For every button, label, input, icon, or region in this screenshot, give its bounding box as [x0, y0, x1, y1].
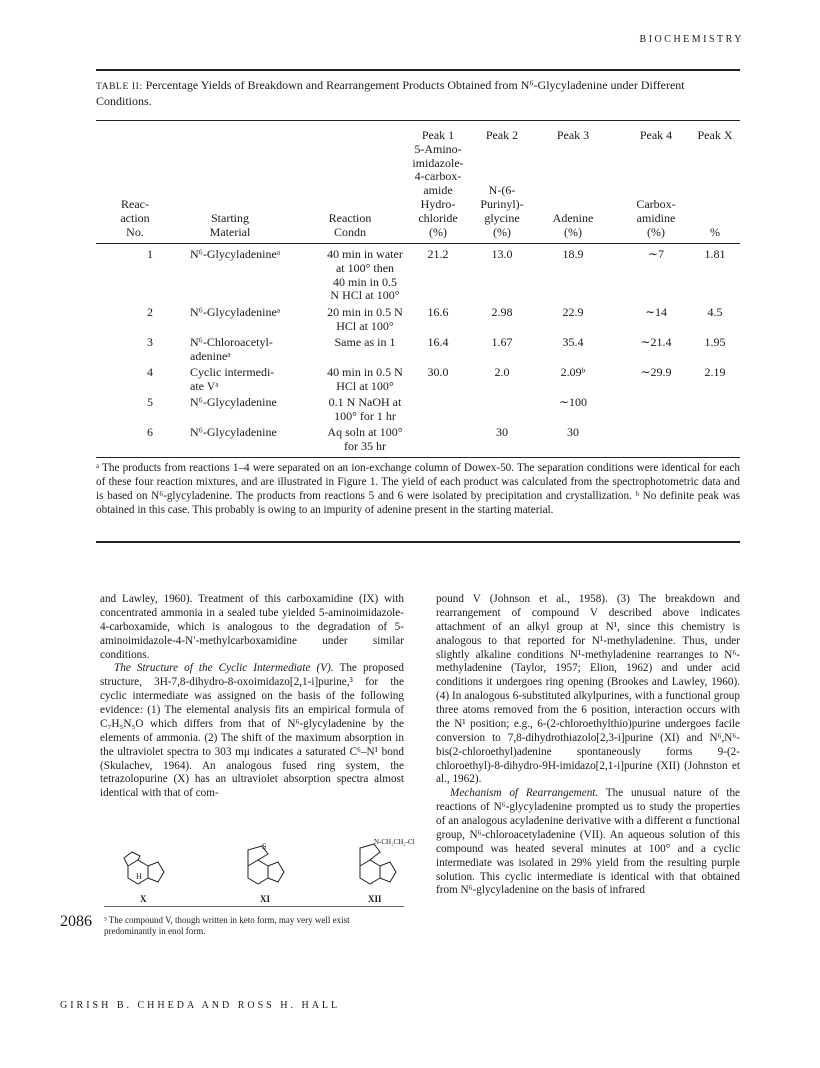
row-material: N⁶-Glycyladenine — [190, 425, 277, 439]
row-peak1: 16.4 — [427, 335, 449, 349]
row-peakx: 4.5 — [707, 305, 723, 319]
right-column — [436, 593, 740, 898]
row-peak4: ∼29.9 — [640, 365, 672, 379]
row-peak2: 2.98 — [491, 305, 513, 319]
header-bottom-rule — [96, 243, 740, 244]
header-peak2: Peak 2 N-(6- Purinyl)- glycine (%) — [480, 128, 524, 239]
page-number: 2086 — [60, 913, 92, 930]
chemical-structures — [112, 838, 415, 908]
row-no: 1 — [147, 247, 153, 261]
authors-footer: GIRISH B. CHHEDA AND ROSS H. HALL — [60, 1000, 341, 1011]
row-peakx: 1.95 — [704, 335, 726, 349]
table-caption-label: TABLE II: — [96, 82, 143, 92]
row-material: N⁶-Glycyladenine — [190, 395, 277, 409]
running-head: BIOCHEMISTRY — [639, 34, 744, 45]
header-reaction-no: Reac- action No. — [120, 197, 150, 239]
left-column — [100, 593, 404, 801]
row-no: 6 — [147, 425, 153, 439]
row-condn: Same as in 1 — [334, 335, 396, 349]
row-peak1: 30.0 — [427, 365, 449, 379]
row-no: 4 — [147, 365, 153, 379]
table-caption-text: Percentage Yields of Breakdown and Rearrangement Products Obtained from N⁶-Glycyladenine under Different Conditions. — [96, 78, 685, 108]
left-paragraph-1: and Lawley, 1960). Treatment of this carboxamidine (IX) with concentrated ammonia in a sealed tube yielded 5-aminoimidazole-4-carboxamide, which is analogous to the degradation of 5-aminoimidazole-4-N′-methylcarboxamidine under similar conditions. — [100, 593, 404, 661]
structure-x-label: X — [140, 894, 147, 904]
row-condn: 40 min in 0.5 N HCl at 100° — [327, 365, 403, 393]
header-starting-material: Starting Material — [209, 211, 251, 239]
structure-xi-ring — [248, 860, 268, 884]
left-paragraph-2-text: The proposed structure, 3H-7,8-dihydro-8-oxoimidazo[2,1-i]purine,³ for the cyclic intermediate was assigned on the basis of the following evidence: (1) The elemental analysis fits an empirical formula of C₇H₅N₅O which differs from that of N⁶-glycyladenine by the elements of ammonia. (2) The shift of the maximum absorption in the ultraviolet spectra to 303 mμ indicates a saturated C⁶–N¹ bond (Skulachev, 1964). An analogous fused ring system, the tetrazolopurine (X) has an ultraviolet absorption spectra almost identical with that of com- — [100, 662, 404, 800]
row-material: N⁶-Chloroacetyl- adenineᵃ — [190, 335, 273, 363]
row-peak3: ∼100 — [558, 395, 588, 409]
right-paragraph-1: pound V (Johnson et al., 1958). (3) The breakdown and rearrangement of compound V described above indicates attachment of an alkyl group at N¹, since this chemistry is analogous to that reported for N¹-methyladenine. Thus, under slightly alkaline conditions N¹-methyladenine rearranges to N⁶-methyladenine (Taylor, 1957; Elion, 1962) and under acid conditions it undergoes ring opening (Brookes and Lawley, 1960). (4) In analogous 6-substituted alkylpurines, with a functional group three atoms removed from the 6 position, interaction occurs with the N¹ position; e.g., 6-(2-chloroethylthio)purine undergoes facile conversion to 7,8-dihydrothiazolo[2,3-i]purine (XI) and N⁶,N⁶-bis(2-chloroethyl)adenine spontaneously forms 9-(2-chloroethyl)-8-dihydro-9H-imidazo[2,1-i]purine (XII) (Johnston et al., 1962). — [436, 593, 740, 786]
header-peakx: Peak X % — [697, 128, 733, 239]
table-top-rule — [96, 69, 740, 71]
row-peak2: 13.0 — [491, 247, 513, 261]
structure-xi-label: XI — [260, 894, 271, 904]
row-no: 2 — [147, 305, 153, 319]
structure-xii-ring — [360, 860, 380, 884]
row-peak3: 2.09ᵇ — [560, 365, 586, 379]
footnote-bottom-rule — [96, 541, 740, 543]
right-paragraph-2 — [436, 787, 740, 898]
row-peak3: 30 — [567, 425, 579, 439]
row-no: 5 — [147, 395, 153, 409]
row-peak2: 30 — [496, 425, 508, 439]
row-material: N⁶-Glycyladenineᵃ — [190, 247, 281, 261]
row-peak3: 22.9 — [562, 305, 584, 319]
row-peak2: 1.67 — [491, 335, 513, 349]
header-peak4: Peak 4 Carbox- amidine (%) — [636, 128, 676, 239]
header-top-rule — [96, 120, 740, 121]
row-condn: 0.1 N NaOH at 100° for 1 hr — [328, 395, 402, 423]
row-peak1: 21.2 — [427, 247, 449, 261]
header-peak3: Peak 3 Adenine (%) — [552, 128, 594, 239]
right-section-title: Mechanism of Rearrangement. — [450, 787, 599, 800]
structure-xii-substituent: N-CH₂CH₂-Cl — [374, 838, 415, 846]
left-section-title: The Structure of the Cyclic Intermediate (V). — [114, 662, 334, 675]
table-bottom-rule — [96, 457, 740, 458]
row-condn: Aq soln at 100° for 35 hr — [327, 425, 403, 453]
left-paragraph-2 — [100, 662, 404, 801]
row-peakx: 1.81 — [704, 247, 726, 261]
row-peak2: 2.0 — [494, 365, 510, 379]
row-peak3: 18.9 — [562, 247, 584, 261]
header-reaction-condn: Reaction Condn — [328, 211, 372, 239]
table-caption — [96, 78, 740, 108]
row-condn: 20 min in 0.5 N HCl at 100° — [327, 305, 403, 333]
table-footnote: ᵃ The products from reactions 1–4 were separated on an ion-exchange column of Dowex-50. The separation conditions were identical for each of these four reaction mixtures, and are illustrated in Figure 1. The yield of each product was calculated from the spectrophotometric data and is based on N⁶-glycyladenine. The products from reactions 5 and 6 were isolated by precipitation and crystallization. ᵇ No definite peak was obtained in this case. This probably is owing to an impurity of adenine present in the starting material. — [96, 462, 740, 516]
row-peak3: 35.4 — [562, 335, 584, 349]
row-material: N⁶-Glycyladenineᵃ — [190, 305, 281, 319]
page-footnote: ³ The compound V, though written in keto form, may very well exist predominantly in enol form. — [104, 915, 350, 936]
footnote-separator — [104, 906, 404, 907]
row-peakx: 2.19 — [704, 365, 726, 379]
structure-xi-atom: S — [262, 842, 267, 851]
header-peak1: Peak 1 5-Amino- imidazole- 4-carbox- amide Hydro- chloride (%) — [412, 128, 464, 239]
structure-x-h: H — [136, 872, 142, 881]
row-material: Cyclic intermedi- ate Vᵃ — [190, 365, 275, 393]
row-peak1: 16.6 — [427, 305, 449, 319]
row-peak4: ∼14 — [644, 305, 668, 319]
structure-xii-label: XII — [368, 894, 382, 904]
row-peak4: ∼7 — [647, 247, 665, 261]
row-no: 3 — [147, 335, 153, 349]
row-condn: 40 min in water at 100° then 40 min in 0.5 N HCl at 100° — [327, 247, 403, 303]
row-peak4: ∼21.4 — [640, 335, 672, 349]
right-paragraph-2-text: The unusual nature of the reactions of N⁶-glycyladenine prompted us to study the properties of an analogous acyladenine derivative with a different α functional group, N⁶-chloroacetyladenine (VII). An aqueous solution of this compound was heated several minutes at 100° and a cyclic intermediate was isolated in 29% yield from the resulting purple solution. This cyclic intermediate is identical with that obtained from N⁶-glycyladenine on the basis of infrared — [436, 787, 741, 897]
